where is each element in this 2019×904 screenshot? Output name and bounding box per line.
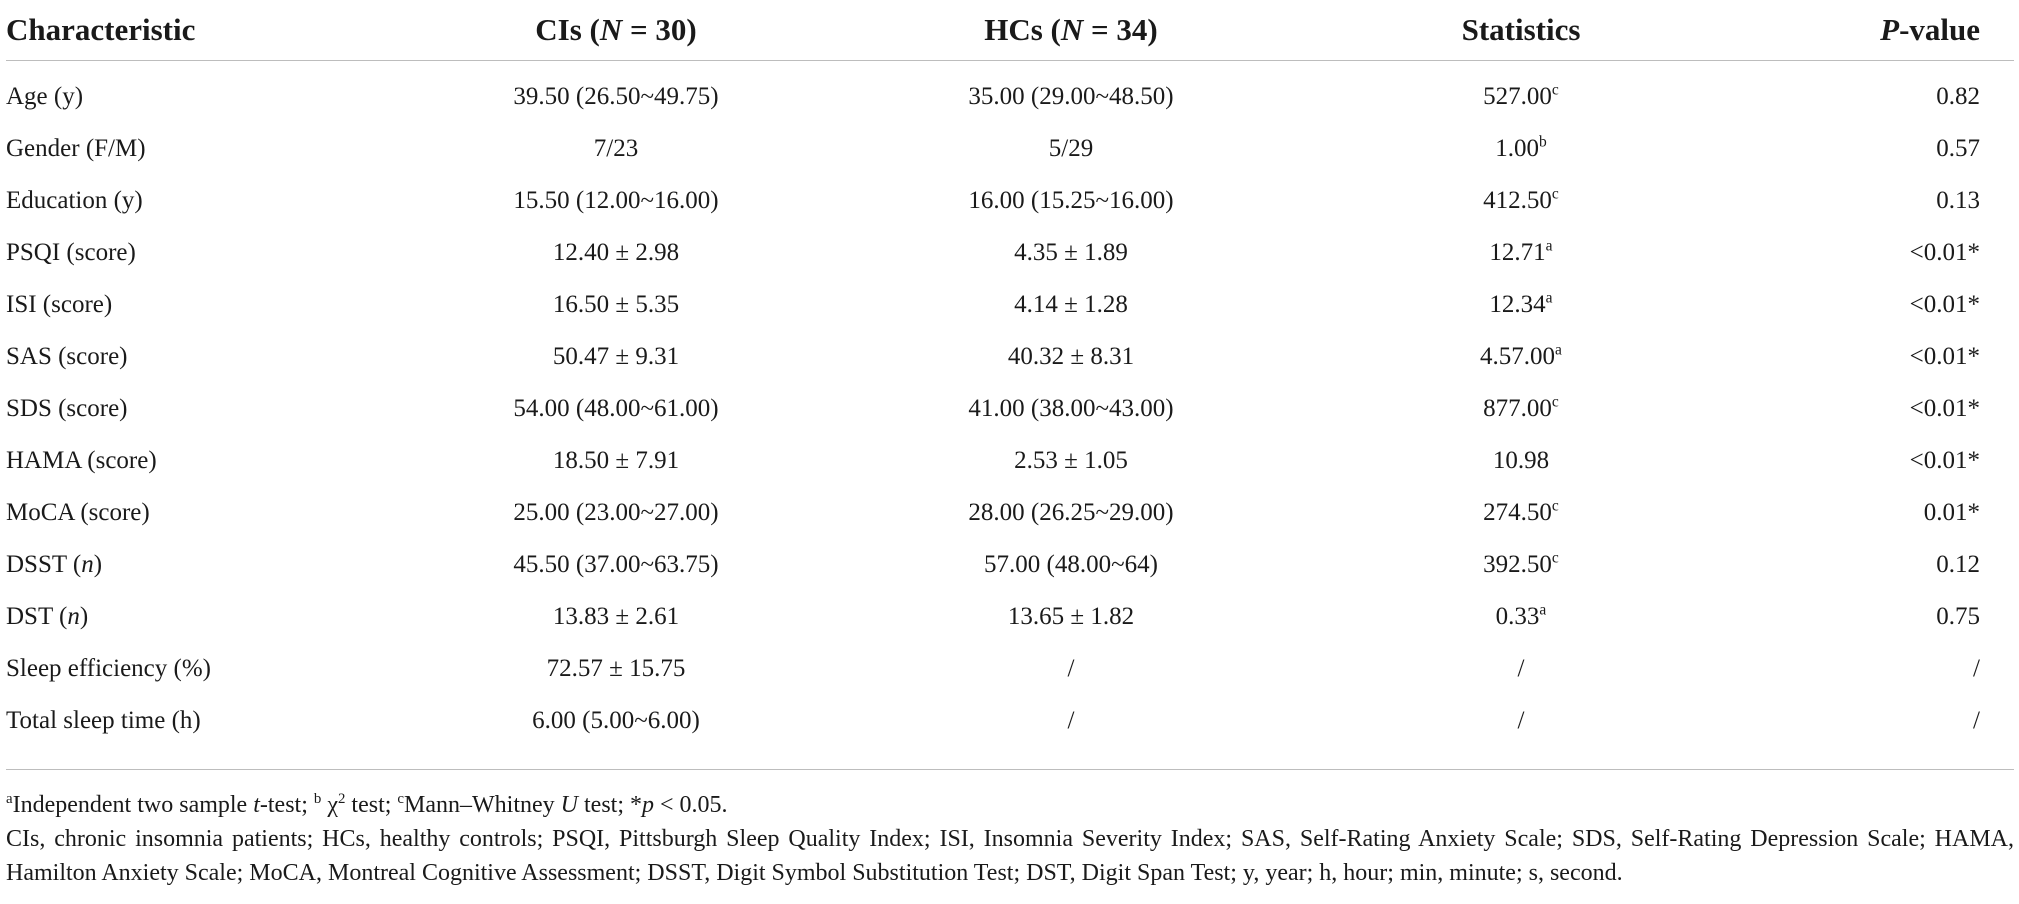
table-row	[6, 227, 2014, 279]
row-hcs-value: 5/29	[1048, 135, 1094, 162]
row-characteristic: Education (y)	[6, 187, 143, 214]
row-cis-value: 72.57 ± 15.75	[546, 655, 686, 682]
row-characteristic: HAMA (score)	[6, 447, 157, 474]
row-characteristic: Sleep efficiency (%)	[6, 655, 211, 682]
row-characteristic: SAS (score)	[6, 343, 128, 370]
row-pvalue: /	[1973, 655, 1980, 682]
row-pvalue: 0.13	[1936, 187, 1980, 214]
table-row	[6, 61, 2014, 124]
row-hcs-value: 4.35 ± 1.89	[1014, 239, 1128, 266]
header-cis: CIs (N = 30)	[386, 0, 846, 61]
table-row	[6, 435, 2014, 487]
row-pvalue: <0.01*	[1909, 395, 1980, 422]
row-cis-value: 18.50 ± 7.91	[552, 447, 680, 474]
row-statistic: 12.71$^a$	[1489, 237, 1553, 266]
row-hcs-value: 35.00 (29.00~48.50)	[968, 83, 1174, 110]
row-cis-value: 15.50 (12.00~16.00)	[513, 187, 719, 214]
row-hcs-value: 28.00 (26.25~29.00)	[968, 499, 1174, 526]
table-row	[6, 175, 2014, 227]
table-row	[6, 539, 2014, 591]
row-cis-value: 54.00 (48.00~61.00)	[513, 395, 719, 422]
row-cis-value: 45.50 (37.00~63.75)	[513, 551, 719, 578]
characteristics-table-container	[6, 0, 2014, 747]
row-statistic: 1.00$^b$	[1495, 133, 1547, 162]
row-hcs-value: 13.65 ± 1.82	[1007, 603, 1135, 630]
row-cis-value: 12.40 ± 2.98	[552, 239, 680, 266]
statistic-test-marker: a	[1545, 289, 1553, 307]
header-statistics: Statistics	[1296, 0, 1746, 61]
characteristics-table	[6, 0, 2014, 747]
row-statistic: 412.50$^c$	[1483, 185, 1559, 214]
table-row	[6, 643, 2014, 695]
row-statistic: 527.00$^c$	[1483, 81, 1559, 110]
row-pvalue: 0.82	[1936, 83, 1980, 110]
row-hcs-value: /	[1067, 707, 1075, 734]
row-pvalue: <0.01*	[1909, 343, 1980, 370]
statistic-test-marker: a	[1555, 341, 1562, 359]
table-row	[6, 331, 2014, 383]
row-hcs-value: 4.14 ± 1.28	[1014, 291, 1128, 318]
row-characteristic: DST (n)	[6, 603, 89, 630]
table-body	[6, 61, 2014, 748]
header-hcs: HCs (N = 34)	[846, 0, 1296, 61]
row-hcs-value: 57.00 (48.00~64)	[984, 551, 1158, 578]
statistic-test-marker: a	[1539, 601, 1547, 619]
row-cis-value: 50.47 ± 9.31	[552, 343, 680, 370]
statistic-test-marker: c	[1551, 393, 1559, 411]
row-pvalue: 0.12	[1936, 551, 1980, 578]
header-characteristic: Characteristic	[6, 0, 386, 61]
row-characteristic: Gender (F/M)	[6, 135, 146, 162]
row-pvalue: 0.75	[1936, 603, 1980, 630]
header-pvalue: P-value	[1746, 0, 2014, 61]
table-row	[6, 279, 2014, 331]
row-statistic: 877.00$^c$	[1483, 393, 1559, 422]
header-row	[6, 0, 2014, 61]
row-cis-value: 13.83 ± 2.61	[552, 603, 680, 630]
statistic-test-marker: c	[1551, 549, 1559, 567]
footnote-tests: $^a$Independent two sample t-test; $^b$ $\chi^2$ test; $^c$Mann–Whitney U test; *p < 0.05.	[6, 790, 728, 818]
row-hcs-value: 41.00 (38.00~43.00)	[968, 395, 1174, 422]
row-statistic: /	[1517, 707, 1525, 734]
row-pvalue: /	[1973, 707, 1980, 734]
table-row	[6, 383, 2014, 435]
row-hcs-value: 2.53 ± 1.05	[1014, 447, 1128, 474]
table-row	[6, 123, 2014, 175]
row-characteristic: Total sleep time (h)	[6, 707, 201, 734]
row-statistic: 274.50$^c$	[1483, 497, 1559, 526]
row-cis-value: 16.50 ± 5.35	[552, 291, 680, 318]
row-statistic: 392.50$^c$	[1483, 549, 1559, 578]
row-characteristic: SDS (score)	[6, 395, 128, 422]
statistic-test-marker: c	[1551, 497, 1559, 515]
table-row	[6, 695, 2014, 747]
row-characteristic: PSQI (score)	[6, 239, 136, 266]
row-statistic: 4.57.00$^a$	[1480, 341, 1562, 370]
row-pvalue: <0.01*	[1909, 447, 1980, 474]
table-bottom-rule	[6, 769, 2014, 770]
row-pvalue: <0.01*	[1909, 291, 1980, 318]
row-statistic: /	[1517, 655, 1525, 682]
row-statistic: 10.98	[1492, 447, 1550, 474]
row-characteristic: ISI (score)	[6, 291, 113, 318]
row-characteristic: MoCA (score)	[6, 499, 150, 526]
table-row	[6, 591, 2014, 643]
row-statistic: 12.34$^a$	[1489, 289, 1553, 318]
row-hcs-value: /	[1067, 655, 1075, 682]
table-row	[6, 487, 2014, 539]
row-pvalue: 0.57	[1936, 135, 1980, 162]
row-cis-value: 7/23	[593, 135, 639, 162]
row-statistic: 0.33$^a$	[1495, 601, 1547, 630]
footnote-abbreviations: CIs, chronic insomnia patients; HCs, healthy controls; PSQI, Pittsburgh Sleep Quality Index; ISI, Insomnia Severity Index; SAS, Self-Rating Anxiety Scale; SDS, Self-Rating Depression Scale; HAMA, Hamilton Anxiety Scale; MoCA, Montreal Cognitive Assessment; DSST, Digit Symbol Substitution Test; DST, Digit Span Test; y, year; h, hour; min, minute; s, second.	[6, 826, 2014, 886]
row-characteristic: Age (y)	[6, 83, 84, 110]
row-hcs-value: 16.00 (15.25~16.00)	[968, 187, 1174, 214]
table-footnotes	[6, 788, 2014, 890]
row-characteristic: DSST (n)	[6, 551, 103, 578]
row-cis-value: 25.00 (23.00~27.00)	[513, 499, 719, 526]
statistic-test-marker: b	[1539, 133, 1547, 151]
row-pvalue: <0.01*	[1909, 239, 1980, 266]
table-header	[6, 0, 2014, 61]
row-cis-value: 6.00 (5.00~6.00)	[532, 707, 700, 734]
row-cis-value: 39.50 (26.50~49.75)	[513, 83, 719, 110]
statistic-test-marker: a	[1545, 237, 1553, 255]
statistic-test-marker: c	[1551, 81, 1559, 99]
statistic-test-marker: c	[1551, 185, 1559, 203]
row-pvalue: 0.01*	[1923, 499, 1980, 526]
row-hcs-value: 40.32 ± 8.31	[1007, 343, 1135, 370]
